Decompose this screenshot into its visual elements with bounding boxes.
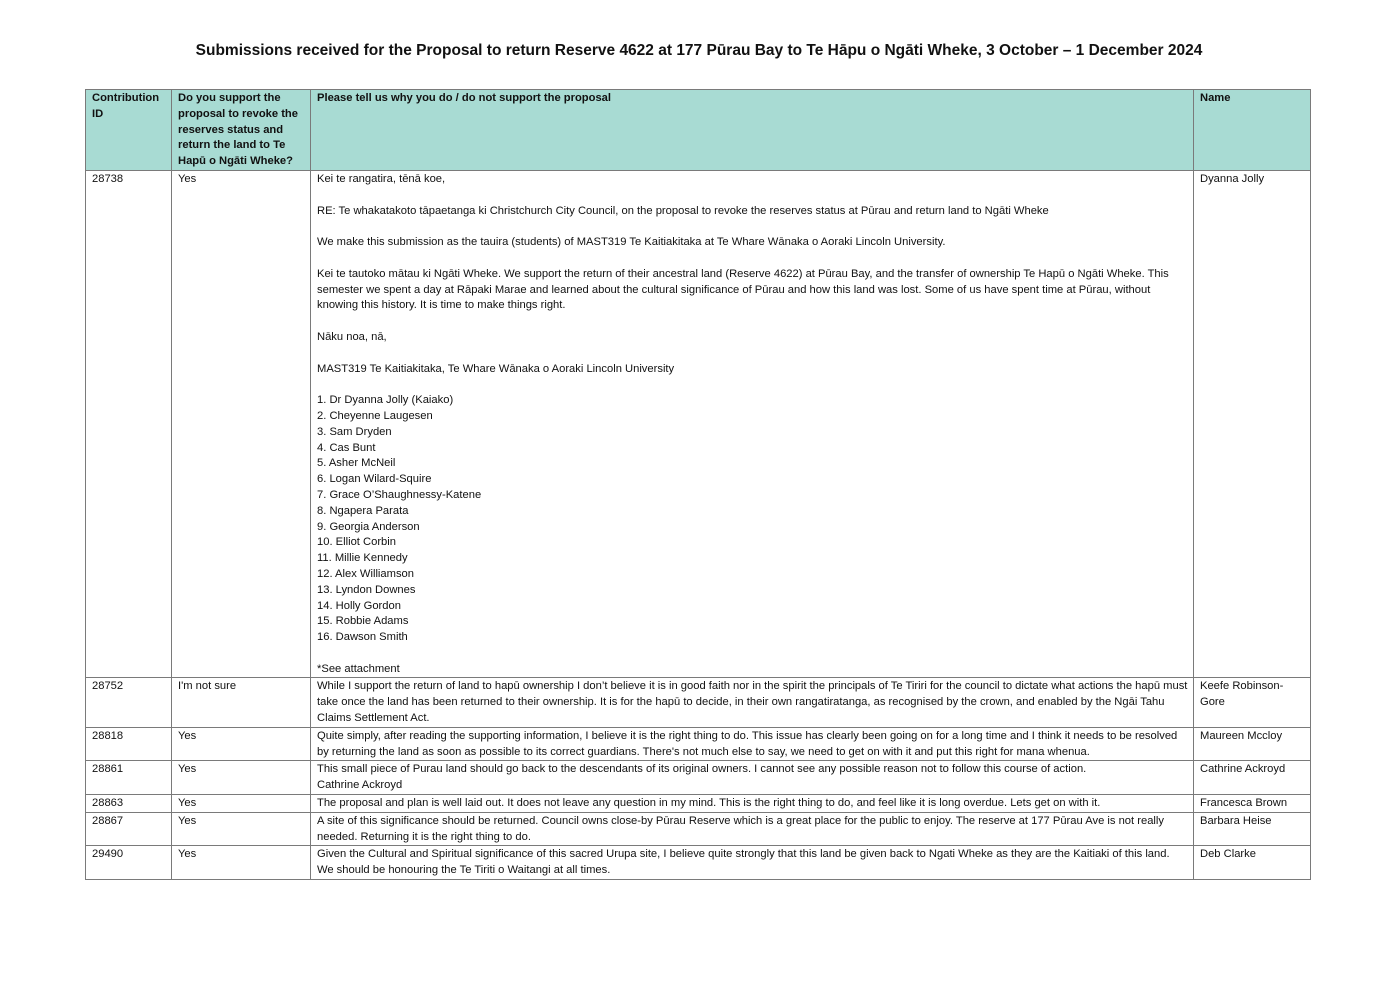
- column-header-id: Contribution ID: [86, 90, 172, 171]
- name-cell: Keefe Robinson-Gore: [1194, 678, 1311, 727]
- support-cell: Yes: [172, 795, 311, 813]
- table-row: [86, 678, 1311, 727]
- contribution-id-cell: 28863: [86, 795, 172, 813]
- table-row: [86, 761, 1311, 795]
- support-cell: Yes: [172, 727, 311, 761]
- table-row: [86, 795, 1311, 813]
- contribution-id-cell: 28818: [86, 727, 172, 761]
- support-cell: I'm not sure: [172, 678, 311, 727]
- name-cell: Deb Clarke: [1194, 846, 1311, 880]
- reason-cell: While I support the return of land to hapū ownership I don’t believe it is in good faith nor in the spirit the principals of Te Tiriri for the council to dictate what actions the hapū must take once the land has been returned to their ownership. It is for the hapū to decide, in their own rangatiratanga, as recognised by the crown, and enabled by the Ngāi Tahu Claims Settlement Act.: [311, 678, 1194, 727]
- column-header-support: Do you support the proposal to revoke the reserves status and return the land to Te Hapū o Ngāti Wheke?: [172, 90, 311, 171]
- page-title: Submissions received for the Proposal to return Reserve 4622 at 177 Pūrau Bay to Te Hāpu o Ngāti Wheke, 3 October – 1 December 2024: [195, 42, 1203, 59]
- reason-cell: Kei te rangatira, tēnā koe, RE: Te whakatakoto tāpaetanga ki Christchurch City Council, on the proposal to revoke the reserves status at Pūrau and return land to Ngāti Wheke We make this submission as the tauira (students) of MAST319 Te Kaitiakitaka at Te Whare Wānaka o Aoraki Lincoln University. Kei te tautoko mātau ki Ngāti Wheke. We support the return of their ancestral land (Reserve 4622) at Pūrau Bay, and the transfer of ownership Te Hapū o Ngāti Wheke. This semester we spent a day at Rāpaki Marae and learned about the cultural significance of Pūrau and how this land was lost. Some of us have spent time at Pūrau, without knowing this history. It is time to make things right. Nāku noa, nā, MAST319 Te Kaitiakitaka, Te Whare Wānaka o Aoraki Lincoln University 1. Dr Dyanna Jolly (Kaiako) 2. Cheyenne Laugesen 3. Sam Dryden 4. Cas Bunt 5. Asher McNeil 6. Logan Wilard-Squire 7. Grace O’Shaughnessy-Katene 8. Ngapera Parata 9. Georgia Anderson 10. Elliot Corbin 11. Millie Kennedy 12. Alex Williamson 13. Lyndon Downes 14. Holly Gordon 15. Robbie Adams 16. Dawson Smith *See attachment: [311, 170, 1194, 678]
- name-cell: Barbara Heise: [1194, 812, 1311, 846]
- reason-cell: This small piece of Purau land should go back to the descendants of its original owners. I cannot see any possible reason not to follow this course of action. Cathrine Ackroyd: [311, 761, 1194, 795]
- support-cell: Yes: [172, 170, 311, 678]
- table-row: [86, 812, 1311, 846]
- reason-cell: Given the Cultural and Spiritual significance of this sacred Urupa site, I believe quite strongly that this land be given back to Ngati Wheke as they are the Kaitiaki of this land. We should be honouring the Te Tiriti o Waitangi at all times.: [311, 846, 1194, 880]
- reason-cell: A site of this significance should be returned. Council owns close-by Pūrau Reserve which is a great place for the public to enjoy. The reserve at 177 Pūrau Ave is not really needed. Returning it is the right thing to do.: [311, 812, 1194, 846]
- column-header-reason: Please tell us why you do / do not support the proposal: [311, 90, 1194, 171]
- support-cell: Yes: [172, 761, 311, 795]
- name-cell: Cathrine Ackroyd: [1194, 761, 1311, 795]
- contribution-id-cell: 28738: [86, 170, 172, 678]
- table-header-row: [86, 90, 1311, 171]
- table-row: [86, 727, 1311, 761]
- contribution-id-cell: 28861: [86, 761, 172, 795]
- submissions-table: [85, 89, 1311, 880]
- column-header-name: Name: [1194, 90, 1311, 171]
- contribution-id-cell: 28752: [86, 678, 172, 727]
- name-cell: Dyanna Jolly: [1194, 170, 1311, 678]
- reason-cell: The proposal and plan is well laid out. It does not leave any question in my mind. This is the right thing to do, and feel like it is long overdue. Lets get on with it.: [311, 795, 1194, 813]
- support-cell: Yes: [172, 846, 311, 880]
- contribution-id-cell: 28867: [86, 812, 172, 846]
- name-cell: Maureen Mccloy: [1194, 727, 1311, 761]
- support-cell: Yes: [172, 812, 311, 846]
- table-row: [86, 170, 1311, 678]
- reason-cell: Quite simply, after reading the supporting information, I believe it is the right thing to do. This issue has clearly been going on for a long time and I think it needs to be resolved by returning the land as soon as possible to its correct guardians. There's not much else to say, we need to get on with it and put this right for mana whenua.: [311, 727, 1194, 761]
- contribution-id-cell: 29490: [86, 846, 172, 880]
- name-cell: Francesca Brown: [1194, 795, 1311, 813]
- table-row: [86, 846, 1311, 880]
